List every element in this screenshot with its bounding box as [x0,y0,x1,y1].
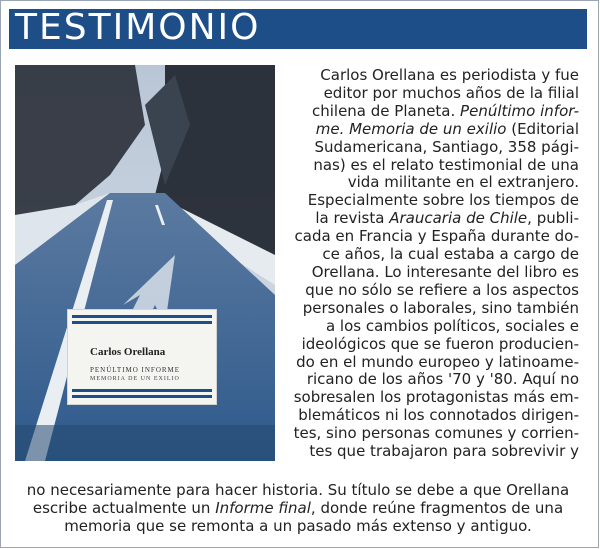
text-line [277,300,579,318]
book-photo [15,65,275,461]
text-line [15,482,581,500]
text-run: (Editorial [506,119,579,138]
text-run: Especialmente sobre los tiempos de [307,191,579,210]
cover-bottom-rule [72,389,212,392]
text-line [277,264,579,282]
text-run: vida militante en el extranjero. [347,173,579,192]
text-run: que no sólo se refiere a los aspectos [305,280,579,299]
text-run: Orellana. Lo interesante del libro es [311,262,579,281]
text-run: chilena de Planeta. [311,101,461,120]
text-run: tes que trabajaron para sobrevivir y [309,442,579,461]
cover-bottom-rule [72,395,212,398]
cover-top-rule [72,315,212,318]
text-run: memoria que se remonta a un pasado más extenso y antiguo. [64,516,532,535]
text-line [277,354,579,372]
text-run: editor por muchos años de la filial [323,83,579,102]
text-run: tes, sino personas comunes y corrien- [293,424,579,443]
article-closing-text [15,482,581,536]
text-run: la revista [315,209,390,228]
text-line [277,371,579,389]
text-run: ce años, la cual estaba a cargo de [322,245,579,264]
text-line [277,103,579,121]
text-run: ideológicos que se fueron producien- [301,334,579,353]
text-line [277,192,579,210]
text-run: escribe actualmente un [32,498,216,517]
text-line [277,157,579,175]
italic-title-text: me. Memoria de un exilio [315,119,507,138]
text-run: blemáticos ni los connotados dirigen- [298,406,579,425]
text-line [277,282,579,300]
italic-title-text: Informe final [215,498,311,517]
text-run: cada en Francia y España durante do- [294,227,579,246]
book-cover [67,309,217,405]
section-header [9,9,587,49]
cover-author: Carlos Orellana [90,346,166,358]
text-line [15,518,581,536]
cover-top-rule [72,321,212,324]
text-line [277,67,579,85]
section-title: TESTIMONIO [15,7,261,48]
text-line [277,85,579,103]
text-run: , donde reúne fragmentos de una [310,498,564,517]
text-line [277,139,579,157]
cover-subtitle: MEMORIA DE UN EXILIO [90,376,180,382]
text-run: sobresalen los protagonistas más em- [293,388,579,407]
text-line [277,210,579,228]
italic-title-text: Penúltimo infor- [460,101,579,120]
article-column-text [277,67,579,461]
text-line [277,389,579,407]
text-line [277,425,579,443]
italic-title-text: Araucaria de Chile [389,209,528,228]
text-run: no necesariamente para hacer historia. Su título se debe a que Orellana [26,481,570,499]
text-run: personales o laborales, sino también [302,298,579,317]
text-run: , publi- [527,209,579,228]
text-run: Carlos Orellana es periodista y fue [320,66,579,84]
text-run: Sudamericana, Santiago, 358 pági- [314,137,579,156]
text-line [277,318,579,336]
text-line [15,500,581,518]
text-line [277,443,579,461]
text-line [277,246,579,264]
text-line [277,336,579,354]
text-line [277,174,579,192]
text-line [277,407,579,425]
text-line [277,228,579,246]
text-run: a los cambios políticos, sociales e [325,316,579,335]
text-run: nas) es el relato testimonial de una [313,155,579,174]
text-line [277,121,579,139]
text-run: do en el mundo europeo y latinoame- [296,352,579,371]
text-run: ricano de los años '70 y '80. Aquí no [306,370,579,389]
cover-title: PENÚLTIMO INFORME [90,366,181,374]
